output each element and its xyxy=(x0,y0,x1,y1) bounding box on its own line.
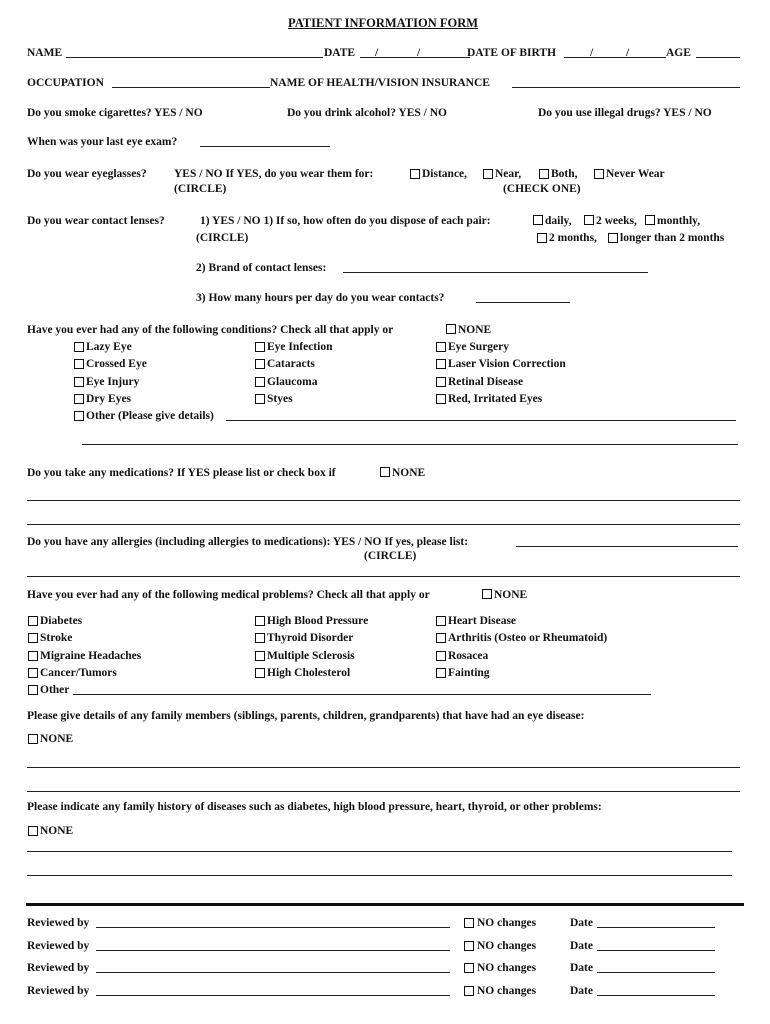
multiple-sclerosis-label: Multiple Sclerosis xyxy=(267,650,355,662)
medical-none-checkbox[interactable] xyxy=(482,589,492,599)
arthritis-checkbox[interactable] xyxy=(436,633,446,643)
family-history-none-checkbox[interactable] xyxy=(28,826,38,836)
stroke-label: Stroke xyxy=(40,632,73,644)
no-changes-label: NO changes xyxy=(477,939,537,952)
eye-other-label: Other (Please give details) xyxy=(86,410,214,422)
date-slash: / xyxy=(417,47,421,59)
eye-conditions-question: Have you ever had any of the following conditions? Check all that apply or xyxy=(27,324,394,336)
contacts-hours-question: 3) How many hours per day do you wear contacts? xyxy=(196,292,445,304)
eyeglasses-answer: YES / NO If YES, do you wear them for: xyxy=(174,168,374,180)
red-irritated-eyes-label: Red, Irritated Eyes xyxy=(448,393,543,405)
reviewed-by-field[interactable] xyxy=(96,972,450,973)
laser-vision-correction-label: Laser Vision Correction xyxy=(448,358,566,370)
cancer-tumors-checkbox[interactable] xyxy=(28,668,38,678)
diabetes-label: Diabetes xyxy=(40,615,83,627)
family-history-field-line2[interactable] xyxy=(27,875,732,876)
medications-field-line2[interactable] xyxy=(27,524,740,525)
eye-conditions-none-checkbox[interactable] xyxy=(446,324,456,334)
styes-label: Styes xyxy=(267,393,293,405)
eye-surgery-label: Eye Surgery xyxy=(448,341,510,353)
high-blood-pressure-label: High Blood Pressure xyxy=(267,615,369,627)
cancer-tumors-label: Cancer/Tumors xyxy=(40,667,117,679)
allergies-circle-note: (CIRCLE) xyxy=(364,550,417,562)
red-irritated-eyes-checkbox[interactable] xyxy=(436,394,446,404)
family-eye-field-line2[interactable] xyxy=(27,791,740,792)
dob-slash: / xyxy=(626,47,630,59)
family-history-field-line1[interactable] xyxy=(27,851,732,852)
rosacea-label: Rosacea xyxy=(448,650,489,662)
review-date-label: Date xyxy=(570,917,593,929)
alcohol-question: Do you drink alcohol? YES / NO xyxy=(287,107,447,119)
eye-infection-checkbox[interactable] xyxy=(255,342,265,352)
distance-checkbox[interactable] xyxy=(410,169,420,179)
never-wear-checkbox[interactable] xyxy=(594,169,604,179)
dry-eyes-checkbox[interactable] xyxy=(74,394,84,404)
smoke-question: Do you smoke cigarettes? YES / NO xyxy=(27,107,203,119)
review-date-field[interactable] xyxy=(597,972,715,973)
no-changes-label: NO changes xyxy=(477,984,537,997)
two-months-label: 2 months, xyxy=(549,232,597,244)
review-date-label: Date xyxy=(570,962,593,974)
eye-other-field[interactable] xyxy=(226,420,736,421)
dry-eyes-label: Dry Eyes xyxy=(86,393,132,405)
drugs-question: Do you use illegal drugs? YES / NO xyxy=(538,107,712,119)
no-changes-checkbox[interactable] xyxy=(464,986,474,996)
glaucoma-checkbox[interactable] xyxy=(255,377,265,387)
occupation-field[interactable] xyxy=(112,87,270,88)
migraine-headaches-checkbox[interactable] xyxy=(28,651,38,661)
section-divider xyxy=(26,903,744,906)
family-eye-field-line1[interactable] xyxy=(27,767,740,768)
eye-injury-label: Eye Injury xyxy=(86,376,140,388)
eyeglasses-circle-note: (CIRCLE) xyxy=(174,183,227,195)
last-exam-question: When was your last eye exam? xyxy=(27,136,178,148)
heart-disease-checkbox[interactable] xyxy=(436,616,446,626)
review-date-label: Date xyxy=(570,984,593,997)
family-history-question: Please indicate any family history of diseases such as diabetes, high blood pressure, heart, thyroid, or other problems: xyxy=(27,801,602,813)
contacts-hours-field[interactable] xyxy=(476,302,570,303)
no-changes-checkbox[interactable] xyxy=(464,941,474,951)
dob-slash: / xyxy=(590,47,594,59)
medications-none-label: NONE xyxy=(392,467,426,479)
cataracts-label: Cataracts xyxy=(267,358,315,370)
reviewed-by-field[interactable] xyxy=(96,927,450,928)
family-eye-question: Please give details of any family members (siblings, parents, children, grandparents) that have had an eye disease: xyxy=(27,710,585,722)
near-label: Near, xyxy=(495,168,522,180)
daily-checkbox[interactable] xyxy=(533,215,543,225)
reviewed-by-label: Reviewed by xyxy=(27,984,90,997)
fainting-checkbox[interactable] xyxy=(436,668,446,678)
family-eye-none-checkbox[interactable] xyxy=(28,734,38,744)
no-changes-label: NO changes xyxy=(477,917,537,929)
contacts-circle-note: (CIRCLE) xyxy=(196,232,249,244)
cataracts-checkbox[interactable] xyxy=(255,359,265,369)
eyeglasses-question: Do you wear eyeglasses? xyxy=(27,168,147,180)
distance-label: Distance, xyxy=(422,168,468,180)
contacts-question: Do you wear contact lenses? xyxy=(27,215,165,227)
occupation-label: OCCUPATION xyxy=(27,77,104,89)
review-date-field[interactable] xyxy=(597,995,715,996)
diabetes-checkbox[interactable] xyxy=(28,616,38,626)
age-label: AGE xyxy=(666,47,691,59)
both-checkbox[interactable] xyxy=(539,169,549,179)
heart-disease-label: Heart Disease xyxy=(448,615,517,627)
laser-vision-correction-checkbox[interactable] xyxy=(436,359,446,369)
contacts-brand-question: 2) Brand of contact lenses: xyxy=(196,262,327,274)
insurance-field[interactable] xyxy=(512,87,740,88)
medications-question: Do you take any medications? If YES please list or check box if xyxy=(27,467,336,479)
eye-surgery-checkbox[interactable] xyxy=(436,342,446,352)
review-date-field[interactable] xyxy=(597,927,715,928)
two-weeks-checkbox[interactable] xyxy=(584,215,594,225)
contacts-q1: 1) YES / NO 1) If so, how often do you dispose of each pair: xyxy=(200,215,491,227)
crossed-eye-checkbox[interactable] xyxy=(74,359,84,369)
date-slash: / xyxy=(375,47,379,59)
age-field[interactable] xyxy=(696,57,740,58)
fainting-label: Fainting xyxy=(448,667,490,679)
retinal-disease-checkbox[interactable] xyxy=(436,377,446,387)
allergies-field-line2[interactable] xyxy=(27,576,740,577)
two-weeks-label: 2 weeks, xyxy=(596,215,637,227)
reviewed-by-field[interactable] xyxy=(96,950,450,951)
retinal-disease-label: Retinal Disease xyxy=(448,376,524,388)
migraine-headaches-label: Migraine Headaches xyxy=(40,650,142,662)
family-history-none-label: NONE xyxy=(40,825,74,837)
name-label: NAME xyxy=(27,47,63,59)
dob-field[interactable] xyxy=(564,57,666,58)
eye-other-field-line2[interactable] xyxy=(82,444,738,445)
dob-label: DATE OF BIRTH xyxy=(467,47,557,59)
eye-conditions-none-label: NONE xyxy=(458,324,492,336)
eye-injury-checkbox[interactable] xyxy=(74,377,84,387)
review-date-label: Date xyxy=(570,939,593,952)
form-title: PATIENT INFORMATION FORM xyxy=(288,16,479,30)
family-eye-none-label: NONE xyxy=(40,733,74,745)
lazy-eye-label: Lazy Eye xyxy=(86,341,132,353)
glaucoma-label: Glaucoma xyxy=(267,376,318,388)
stroke-checkbox[interactable] xyxy=(28,633,38,643)
reviewed-by-label: Reviewed by xyxy=(27,939,90,952)
near-checkbox[interactable] xyxy=(483,169,493,179)
daily-label: daily, xyxy=(545,215,572,227)
allergies-question: Do you have any allergies (including allergies to medications): YES / NO If yes, please list: xyxy=(27,536,469,548)
longer-than-two-months-label: longer than 2 months xyxy=(620,232,725,244)
last-exam-field[interactable] xyxy=(200,146,330,147)
never-wear-label: Never Wear xyxy=(606,168,665,180)
reviewed-by-label: Reviewed by xyxy=(27,917,90,929)
medications-field-line1[interactable] xyxy=(27,500,740,501)
monthly-checkbox[interactable] xyxy=(645,215,655,225)
styes-checkbox[interactable] xyxy=(255,394,265,404)
crossed-eye-label: Crossed Eye xyxy=(86,358,147,370)
name-field[interactable] xyxy=(66,57,323,58)
date-label: DATE xyxy=(324,47,356,59)
eyeglasses-check-note: (CHECK ONE) xyxy=(503,183,581,195)
high-cholesterol-checkbox[interactable] xyxy=(255,668,265,678)
no-changes-label: NO changes xyxy=(477,962,537,974)
thyroid-disorder-label: Thyroid Disorder xyxy=(267,632,354,644)
reviewed-by-label: Reviewed by xyxy=(27,962,90,974)
medical-none-label: NONE xyxy=(494,589,528,601)
medications-none-checkbox[interactable] xyxy=(380,467,390,477)
allergies-field[interactable] xyxy=(516,546,738,547)
medical-other-label: Other xyxy=(40,684,70,696)
high-cholesterol-label: High Cholesterol xyxy=(267,667,351,679)
medical-other-field[interactable] xyxy=(73,694,651,695)
arthritis-label: Arthritis (Osteo or Rheumatoid) xyxy=(448,632,608,644)
two-months-checkbox[interactable] xyxy=(537,233,547,243)
insurance-label: NAME OF HEALTH/VISION INSURANCE xyxy=(270,77,490,89)
high-blood-pressure-checkbox[interactable] xyxy=(255,616,265,626)
multiple-sclerosis-checkbox[interactable] xyxy=(255,651,265,661)
no-changes-checkbox[interactable] xyxy=(464,963,474,973)
reviewed-by-field[interactable] xyxy=(96,995,450,996)
review-date-field[interactable] xyxy=(597,950,715,951)
eye-infection-label: Eye Infection xyxy=(267,341,333,353)
longer-than-two-months-checkbox[interactable] xyxy=(608,233,618,243)
thyroid-disorder-checkbox[interactable] xyxy=(255,633,265,643)
medical-question: Have you ever had any of the following medical problems? Check all that apply or xyxy=(27,589,430,601)
lazy-eye-checkbox[interactable] xyxy=(74,342,84,352)
rosacea-checkbox[interactable] xyxy=(436,651,446,661)
monthly-label: monthly, xyxy=(657,215,701,227)
no-changes-checkbox[interactable] xyxy=(464,918,474,928)
eye-other-checkbox[interactable] xyxy=(74,411,84,421)
medical-other-checkbox[interactable] xyxy=(28,685,38,695)
contacts-brand-field[interactable] xyxy=(343,272,648,273)
both-label: Both, xyxy=(551,168,578,180)
